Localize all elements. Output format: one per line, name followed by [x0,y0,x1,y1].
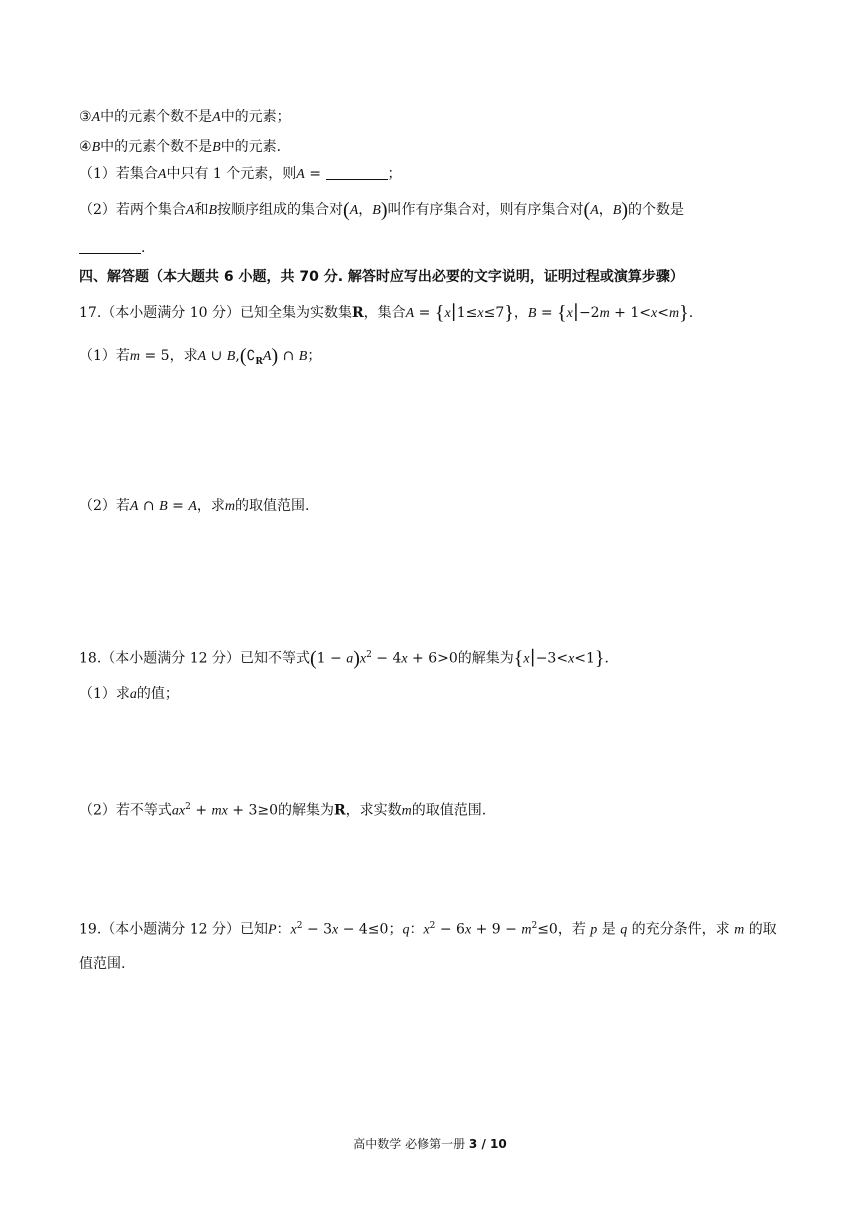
condition-4: ④B中的元素个数不是B中的元素． [79,139,291,155]
page-footer: 高中数学 必修第一册 3 / 10 [353,1137,507,1151]
page-number: 3 / 10 [468,1137,507,1151]
problem-18-part-2: （2）若不等式$ax^2$ + mx + 3≥0的解集为R，求实数m的取值范围. [79,802,487,819]
section-heading: 四、解答题（本大题共 6 小题，共 70 分. 解答时应写出必要的文字说明，证明过程或演算步骤） [79,269,684,285]
answer-blank [79,239,141,254]
problem-17-part-1: （1）若m = 5，求A ∪ $B,(∁_RA)$ ∩ B； [79,345,322,367]
question-1: （1）若集合A中只有 1 个元素，则A = ； [79,166,402,182]
answer-blank [326,165,388,180]
problem-19-line-2: 值范围. [79,956,126,972]
condition-3: ③A中的元素个数不是A中的元素； [79,109,291,125]
problem-17-head: 17.（本小题满分 10 分）已知全集为实数集R，集合A = {x|1≤x≤7}，B = {x|−2m + 1<x<m}. [79,301,694,324]
question-2-blank: . [79,238,145,258]
problem-18-part-1: （1）求a的值； [79,686,179,702]
problem-17-part-2: （2）若A ∩ B = A，求m的取值范围. [79,498,310,514]
problem-18-head: 18.（本小题满分 12 分）已知不等式$(1 - a)x^2 - 4x + 6>0$的解集为{x|−3<x<1}. [79,646,609,670]
question-2: （2）若两个集合A和B按顺序组成的集合对(A，B)叫作有序集合对，则有序集合对(A，B)的个数是 [79,199,684,221]
problem-19-head: 19.（本小题满分 12 分）已知P：$x^2 - 3x - 4\le 0$；q：$x^2 - 6x + 9 - m^2\le 0$，若 p 是 q 的充分条件，求 m 的取 [79,921,777,938]
